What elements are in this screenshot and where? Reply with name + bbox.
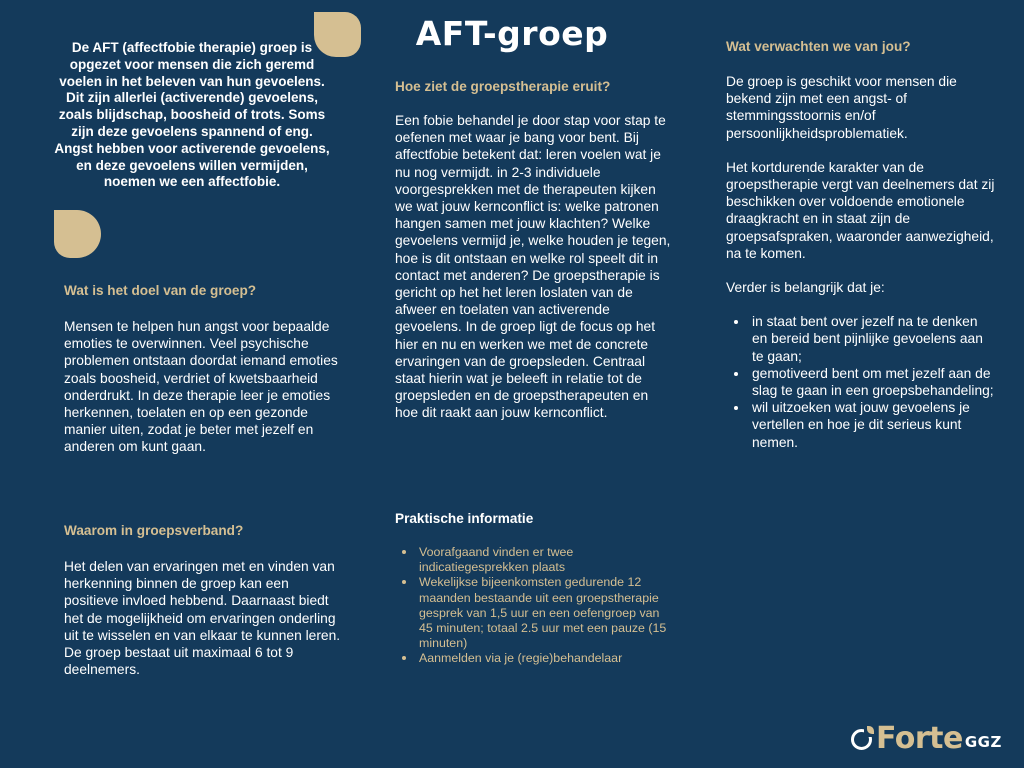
list-item: gemotiveerd bent om met jezelf aan de slag te gaan in een groepsbehandeling; <box>726 365 996 399</box>
heading-groepstherapie: Hoe ziet de groepstherapie eruit? <box>395 79 611 94</box>
page-title: AFT-groep <box>415 14 609 53</box>
bullet-icon <box>734 320 738 324</box>
list-item: Wekelijkse bijeenkomsten gedurende 12 maanden bestaande uit een groepstherapie gesprek van 1,5 uur en een oefengroep van 45 minuten; totaal 2.5 uur met een pauze (15 minuten) <box>395 575 671 651</box>
list-verwachting <box>726 313 996 451</box>
logo <box>851 720 1011 756</box>
bullet-icon <box>734 372 738 376</box>
section-groepstherapie <box>395 78 671 422</box>
heading-groepsverband: Waarom in groepsverband? <box>64 523 244 538</box>
logo-word: Forte <box>876 721 963 756</box>
list-praktisch <box>395 545 671 667</box>
circle-mark-icon <box>851 729 872 750</box>
section-verwachting <box>726 38 996 451</box>
logo-suffix: GGZ <box>964 733 1002 751</box>
bullet-icon <box>402 580 406 584</box>
heading-praktisch: Praktische informatie <box>395 511 534 526</box>
text-groepstherapie: Een fobie behandel je door stap voor stap te oefenen met waar je bang voor bent. Bij affectfobie betekent dat: leren voelen wat je nu nog vermijdt. in 2-3 individuele voorgesprekken met de therapeuten kijken we wat jouw kernconflict is: welke patronen hangen samen met jouw klachten? Welke gevoelens vermijd je, welke houden je tegen, hoe is dit ontstaan en welke rol speelt dit in contact met anderen? De groepstherapie is gericht op het het leren loslaten van de afweer en toelaten van activerende gevoelens. In de groep ligt de focus op het hier en nu en werken we met de concrete ervaringen van de groepsleden. Centraal staat hierin wat je beleeft in relatie tot de groepsleden en de groepstherapeuten en hoe dit raakt aan jouw kernconflict. <box>395 113 671 421</box>
intro-text: De AFT (affectfobie therapie) groep is opgezet voor mensen die zich geremd voelen in het beleven van hun gevoelens. Dit zijn allerlei (activerende) gevoelens, zoals blijdschap, boosheid of trots. Soms zijn deze gevoelens spannend of eng. Angst hebben voor activerende gevoelens, en deze gevoelens willen vermijden, noemen we een affectfobie. <box>54 40 330 190</box>
heading-verwachting: Wat verwachten we van jou? <box>726 39 911 54</box>
list-item: wil uitzoeken wat jouw gevoelens je vertellen en hoe je dit serieus kunt nemen. <box>726 399 996 451</box>
text-verwachting-1: De groep is geschikt voor mensen die bekend zijn met een angst- of stemmingsstoornis en/of persoonlijkheidsproblematiek. <box>726 74 957 141</box>
text-verwachting-3: Verder is belangrijk dat je: <box>726 280 885 296</box>
text-doel: Mensen te helpen hun angst voor bepaalde emoties te overwinnen. Veel psychische problemen ontstaan doordat iemand emoties zoals boosheid, verdriet of kwetsbaarheid onderdrukt. In deze therapie leer je emoties herkennen, toelaten en op een gezonde manier uiten, zodat je beter met jezelf en anderen om kunt gaan. <box>64 319 338 455</box>
section-groepsverband <box>64 522 344 678</box>
bullet-icon <box>734 406 738 410</box>
decorative-corner-bottom <box>54 210 101 258</box>
section-doel <box>64 282 344 456</box>
list-item: Aanmelden via je (regie)behandelaar <box>395 651 671 666</box>
bullet-icon <box>402 550 406 554</box>
heading-doel: Wat is het doel van de groep? <box>64 283 257 298</box>
list-item: Voorafgaand vinden er twee indicatiegesprekken plaats <box>395 545 671 575</box>
text-groepsverband: Het delen van ervaringen met en vinden van herkenning binnen de groep kan een positieve invloed hebbend. Daarnaast biedt het de mogelijkheid om ervaringen onderling uit te wisselen en van elkaar te kunnen leren. De groep bestaat uit maximaal 6 tot 9 deelnemers. <box>64 559 341 678</box>
list-item: in staat bent over jezelf na te denken en bereid bent pijnlijke gevoelens aan te gaan; <box>726 313 996 365</box>
text-verwachting-2: Het kortdurende karakter van de groepstherapie vergt van deelnemers dat zij beschikken over voldoende emotionele draagkracht en in staat zijn de groepsafspraken, waaronder aanwezigheid, na te komen. <box>726 159 995 261</box>
bullet-icon <box>402 656 406 660</box>
section-praktisch <box>395 510 671 667</box>
